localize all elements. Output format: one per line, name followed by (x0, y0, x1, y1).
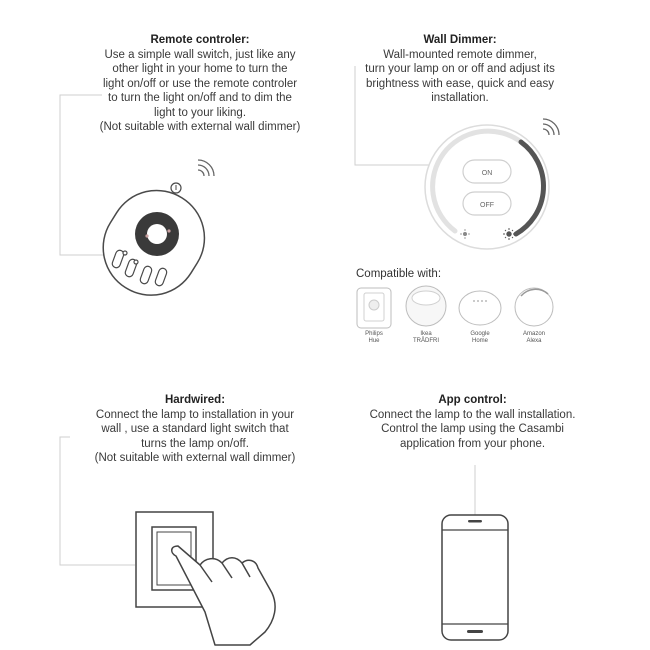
remote-control-icon (85, 160, 222, 313)
ikea-tradfri-device (406, 286, 446, 326)
amazon-alexa-device (515, 288, 553, 326)
compatible-heading: Compatible with: (356, 268, 442, 280)
dimmer-callout-line (355, 66, 430, 165)
google-home-device (459, 291, 501, 325)
wall-dimmer-title: Wall Dimmer: (423, 34, 497, 46)
hardwired-title: Hardwired: (164, 394, 226, 406)
hardwired-description: Connect the lamp to installation in your wall , use a standard light switch that turns the lamp on/off. (Not suitable with external wall dimmer) (94, 408, 296, 464)
wall-dimmer-description: Wall-mounted remote dimmer, turn your lamp on or off and adjust its brightness with ease, quick and easy installation. (365, 48, 555, 104)
dimmer-on-label: ON (481, 170, 493, 177)
dimmer-signal-icon (543, 119, 559, 135)
wall-dimmer-icon (425, 119, 559, 249)
remote-description: Use a simple wall switch, just like any other light in your home to turn the light on/off or use the remote controler to turn the light on/off and to dim the light to your liking. (Not suitable with external wall dimmer) (99, 48, 301, 133)
device-label-ikea: Ikea TRÅDFRI (413, 331, 439, 344)
device-label-philips: Philips Hue (365, 331, 383, 344)
hardwired-callout-line (60, 437, 135, 565)
phone-home-button (467, 630, 483, 633)
philips-hue-device (357, 288, 391, 328)
phone-icon (442, 515, 508, 640)
remote-signal-icon (198, 160, 214, 176)
app-title: App control: (438, 394, 507, 406)
device-label-amazon: Amazon Alexa (522, 331, 545, 344)
device-label-google: Google Home (470, 331, 490, 344)
dimmer-off-label: OFF (480, 202, 494, 209)
remote-title: Remote controler: (150, 34, 250, 46)
app-description: Connect the lamp to the wall installation. Control the lamp using the Casambi application from your phone. (369, 408, 576, 450)
